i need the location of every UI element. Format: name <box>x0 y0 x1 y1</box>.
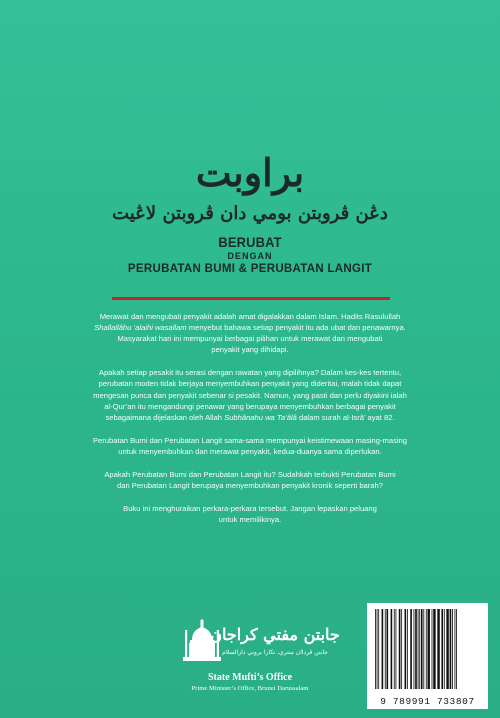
barcode-bar <box>421 609 423 689</box>
state-mufti-office-logo <box>175 618 340 670</box>
book-subtitle: PERUBATAN BUMI & PERUBATAN LANGIT <box>127 261 373 275</box>
jawi-subtitle: دڠن ڤروبتن بومي دان ڤروبتن لاڠيت <box>112 203 388 224</box>
blurb-line: perubatan moden tidak berjaya menyembuhkan penyakit yang dideritai, malah tidak dapat <box>98 379 402 389</box>
blurb-line: Masyarakat hari ini mempunyai berbagai pilihan untuk merawat dan mengubati <box>117 334 383 344</box>
barcode-bar <box>444 609 445 689</box>
blurb-line: untuk menyembuhkan dan merawat penyakit, kedua-duanya sama diperlukan. <box>118 446 382 456</box>
blurb-line: al-Qur’an itu mengandungi penawar yang berupaya menyembuhkan berbagai penyakit <box>104 401 396 411</box>
barcode-bar <box>399 609 401 689</box>
barcode-bar <box>377 609 378 689</box>
publisher-subline: Prime Minister’s Office, Brunei Darussalam <box>191 685 309 692</box>
barcode-bar <box>394 609 395 689</box>
blurb-italic: Subhânahu wa Ta‘âlâ <box>224 412 297 422</box>
barcode-bar <box>450 609 452 689</box>
publisher-name: State Mufti’s Office <box>207 672 293 683</box>
barcode-bar <box>419 609 420 689</box>
jawi-title: براوبت <box>195 150 305 195</box>
barcode-bar <box>433 609 435 689</box>
barcode-bar <box>456 609 457 689</box>
barcode-bar <box>455 609 456 689</box>
blurb-line: Apakah Perubatan Bumi dan Perubatan Langit itu? Sudahkah terbukti Perubatan Bumi <box>104 470 396 480</box>
blurb-line: dan Perubatan Langit berupaya menyembuhkan penyakit kronik seperti barah? <box>117 481 383 491</box>
blurb-paragraph-4 <box>86 469 414 491</box>
barcode-bar <box>423 609 424 689</box>
barcode-bar <box>401 609 402 689</box>
red-divider <box>112 297 390 300</box>
barcode-bar <box>385 609 386 689</box>
blurb <box>86 311 414 537</box>
blurb-line: mengesan punca dan penyakit sebenar si pesakit. Namun, yang pasti dan perlu diyakini ialah <box>93 390 407 400</box>
barcode-bar <box>405 609 407 689</box>
barcode-bar <box>432 609 433 689</box>
barcode-bar <box>386 609 388 689</box>
blurb-line <box>86 412 414 423</box>
blurb-text: dalam surah al-Isrâ’ ayat 82. <box>296 412 395 422</box>
blurb-line <box>86 322 414 333</box>
blurb-italic: Shallallâhu ‘alaihi wasallam <box>94 323 187 333</box>
blurb-line: Perubatan Bumi dan Perubatan Langit sama-sama mempunyai keistimewaan masing-masing <box>92 435 408 445</box>
blurb-paragraph-5 <box>86 503 414 525</box>
isbn-digits: 9 789991 733807 <box>380 696 475 707</box>
isbn-barcode <box>367 603 488 709</box>
blurb-line: penyakit yang dihidapi. <box>211 345 289 355</box>
blurb-line: untuk memilikinya. <box>218 515 282 525</box>
title-connector: DENGAN <box>227 251 273 261</box>
book-title: BERUBAT <box>218 234 282 250</box>
blurb-paragraph-1 <box>86 311 414 355</box>
barcode-bar <box>382 609 384 689</box>
barcode-bar <box>396 609 397 689</box>
barcode-bar <box>452 609 453 689</box>
blurb-line: Merawat dan mengubati penyakit adalah amat digalakkan dalam Islam. Hadits Rasulullah <box>99 312 401 321</box>
barcode-bar <box>391 609 393 689</box>
blurb-text: sebagaimana dijelaskan oleh Allah <box>105 412 225 422</box>
barcode-bar <box>415 609 417 689</box>
barcode-bar <box>437 609 439 689</box>
barcode-bar <box>426 609 427 689</box>
blurb-text: menyebut bahawa setiap penyakit itu ada ubat dan penawarnya. <box>186 323 406 333</box>
barcode-bar <box>375 609 376 689</box>
blurb-paragraph-2 <box>86 367 414 422</box>
barcode-bar <box>427 609 429 689</box>
barcode-bar <box>407 609 408 689</box>
barcode-bar <box>410 609 412 689</box>
logo-jawi-text: جابتن مفتي كراجان <box>210 625 340 644</box>
barcode-bar <box>441 609 443 689</box>
blurb-line: Buku ini menghuraikan perkara-perkara tersebut. Jangan lepaskan peluang <box>123 504 377 514</box>
barcode-bars <box>373 609 482 689</box>
barcode-bar <box>418 609 419 689</box>
blurb-paragraph-3 <box>86 435 414 457</box>
barcode-bar <box>414 609 415 689</box>
barcode-bar <box>446 609 448 689</box>
blurb-line: Apakah setiap pesakit itu serasi dengan rawatan yang dipilihnya? Dalam kes-kes tertentu, <box>98 368 402 378</box>
barcode-bar <box>378 609 379 689</box>
logo-jawi-subtext: جابتن ڤرداان منتري، نڬارا بروني دارالسلام <box>222 649 328 656</box>
